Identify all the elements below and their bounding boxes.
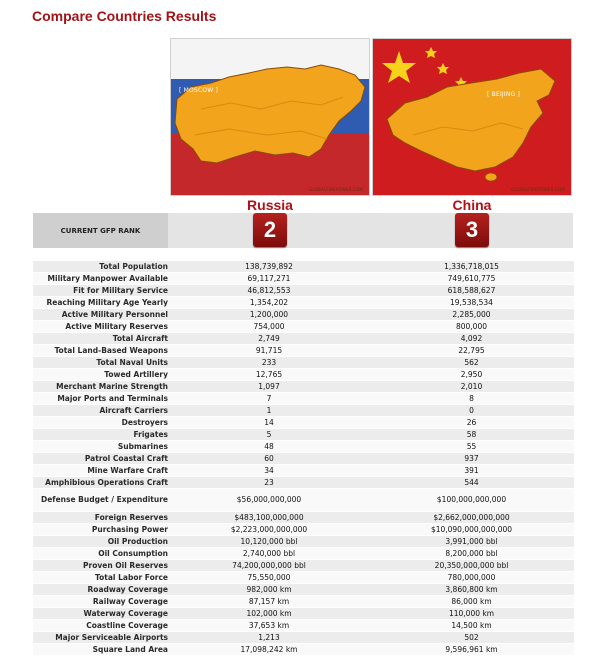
china-value: 544 [369, 477, 574, 489]
russia-value: 1 [169, 405, 369, 417]
row-label: Military Manpower Available [33, 273, 169, 285]
russia-value: $483,100,000,000 [169, 512, 369, 524]
russia-value: 48 [169, 441, 369, 453]
table-row [33, 465, 574, 477]
row-label: Aircraft Carriers [33, 405, 169, 417]
row-label: Railway Coverage [33, 596, 169, 608]
table-row [33, 381, 574, 393]
china-value: 55 [369, 441, 574, 453]
table-row [33, 405, 574, 417]
table-row [33, 393, 574, 405]
row-label: Submarines [33, 441, 169, 453]
row-label: Oil Production [33, 536, 169, 548]
china-value: 22,795 [369, 345, 574, 357]
russia-value: 10,120,000 bbl [169, 536, 369, 548]
russia-value: 74,200,000,000 bbl [169, 560, 369, 572]
russia-value: 754,000 [169, 321, 369, 333]
row-label: Frigates [33, 429, 169, 441]
china-value: 58 [369, 429, 574, 441]
moscow-label: [ MOSCOW ] [179, 87, 219, 94]
row-label: Merchant Marine Strength [33, 381, 169, 393]
china-value: 391 [369, 465, 574, 477]
table-row [33, 321, 574, 333]
table-row [33, 489, 574, 512]
table-row [33, 524, 574, 536]
rank-badge-china: 3 [455, 213, 489, 247]
russia-value: 138,739,892 [169, 261, 369, 273]
table-row [33, 548, 574, 560]
china-value: 20,350,000,000 bbl [369, 560, 574, 572]
china-value: 780,000,000 [369, 572, 574, 584]
table-row [33, 620, 574, 632]
table-row [33, 429, 574, 441]
china-value: 2,285,000 [369, 309, 574, 321]
russia-value: 17,098,242 km [169, 644, 369, 656]
china-value: 937 [369, 453, 574, 465]
russia-value: $56,000,000,000 [169, 489, 369, 512]
china-value: 800,000 [369, 321, 574, 333]
row-label: Oil Consumption [33, 548, 169, 560]
russia-value: 60 [169, 453, 369, 465]
row-label: Destroyers [33, 417, 169, 429]
china-value: 26 [369, 417, 574, 429]
table-row [33, 584, 574, 596]
table-row [33, 477, 574, 489]
russia-value: 75,550,000 [169, 572, 369, 584]
russia-value: 2,749 [169, 333, 369, 345]
china-value: 502 [369, 632, 574, 644]
russia-value: 1,354,202 [169, 297, 369, 309]
row-label: Foreign Reserves [33, 512, 169, 524]
russia-value: 46,812,553 [169, 285, 369, 297]
china-map-image [372, 38, 572, 196]
row-label: Amphibious Operations Craft [33, 477, 169, 489]
table-row [33, 632, 574, 644]
table-row [33, 309, 574, 321]
russia-value: 102,000 km [169, 608, 369, 620]
row-label: Patrol Coastal Craft [33, 453, 169, 465]
china-value: $10,090,000,000,000 [369, 524, 574, 536]
table-row [33, 297, 574, 309]
table-row [33, 261, 574, 273]
china-value: 110,000 km [369, 608, 574, 620]
table-row [33, 512, 574, 524]
russia-value: 1,200,000 [169, 309, 369, 321]
row-label: Total Labor Force [33, 572, 169, 584]
russia-value: 1,097 [169, 381, 369, 393]
row-label: Total Naval Units [33, 357, 169, 369]
row-label: Total Land-Based Weapons [33, 345, 169, 357]
russia-value: 12,765 [169, 369, 369, 381]
china-value: 14,500 km [369, 620, 574, 632]
china-value: 618,588,627 [369, 285, 574, 297]
russia-value: 233 [169, 357, 369, 369]
row-label: Reaching Military Age Yearly [33, 297, 169, 309]
row-label: Total Aircraft [33, 333, 169, 345]
map-credit: GLOBALFIREPOWER.COM [511, 187, 565, 192]
row-label: Fit for Military Service [33, 285, 169, 297]
country-name-china: China [452, 197, 492, 213]
row-label: Roadway Coverage [33, 584, 169, 596]
russia-value: 1,213 [169, 632, 369, 644]
table-row [33, 441, 574, 453]
table-row [33, 560, 574, 572]
table-row [33, 369, 574, 381]
row-label: Defense Budget / Expenditure [33, 489, 169, 512]
row-label: Square Land Area [33, 644, 169, 656]
china-value: $100,000,000,000 [369, 489, 574, 512]
row-label: Coastline Coverage [33, 620, 169, 632]
china-value: 4,092 [369, 333, 574, 345]
china-value: 86,000 km [369, 596, 574, 608]
map-credit: GLOBALFIREPOWER.COM [309, 187, 363, 192]
russia-value: 37,653 km [169, 620, 369, 632]
page-title: Compare Countries Results [32, 8, 217, 24]
russia-value: 23 [169, 477, 369, 489]
table-row [33, 273, 574, 285]
china-value: 8,200,000 bbl [369, 548, 574, 560]
russia-value: 982,000 km [169, 584, 369, 596]
china-value: 2,010 [369, 381, 574, 393]
current-gfp-rank-label: CURRENT GFP RANK [33, 213, 168, 248]
table-row [33, 644, 574, 656]
china-value: 3,860,800 km [369, 584, 574, 596]
row-label: Active Military Personnel [33, 309, 169, 321]
russia-value: 14 [169, 417, 369, 429]
row-label: Active Military Reserves [33, 321, 169, 333]
row-label: Waterway Coverage [33, 608, 169, 620]
russia-value: 69,117,271 [169, 273, 369, 285]
table-row [33, 345, 574, 357]
china-value: 9,596,961 km [369, 644, 574, 656]
russia-value: 2,740,000 bbl [169, 548, 369, 560]
table-row [33, 417, 574, 429]
russia-map-image [170, 38, 370, 196]
table-row [33, 357, 574, 369]
china-value: 562 [369, 357, 574, 369]
china-value: $2,662,000,000,000 [369, 512, 574, 524]
russia-value: 5 [169, 429, 369, 441]
beijing-label: [ BEIJING ] [487, 91, 521, 98]
table-row [33, 608, 574, 620]
row-label: Major Ports and Terminals [33, 393, 169, 405]
russia-value: $2,223,000,000,000 [169, 524, 369, 536]
china-value: 3,991,000 bbl [369, 536, 574, 548]
russia-value: 7 [169, 393, 369, 405]
row-label: Total Population [33, 261, 169, 273]
russia-value: 91,715 [169, 345, 369, 357]
row-label: Purchasing Power [33, 524, 169, 536]
row-label: Towed Artillery [33, 369, 169, 381]
china-value: 0 [369, 405, 574, 417]
table-row [33, 596, 574, 608]
row-label: Major Serviceable Airports [33, 632, 169, 644]
china-value: 749,610,775 [369, 273, 574, 285]
russia-value: 87,157 km [169, 596, 369, 608]
china-value: 8 [369, 393, 574, 405]
row-label: Proven Oil Reserves [33, 560, 169, 572]
table-row [33, 536, 574, 548]
table-row [33, 333, 574, 345]
table-row [33, 572, 574, 584]
russia-value: 34 [169, 465, 369, 477]
china-value: 1,336,718,015 [369, 261, 574, 273]
china-value: 19,538,534 [369, 297, 574, 309]
china-value: 2,950 [369, 369, 574, 381]
rank-badge-russia: 2 [253, 213, 287, 247]
table-row [33, 453, 574, 465]
country-name-russia: Russia [247, 197, 293, 213]
table-row [33, 285, 574, 297]
row-label: Mine Warfare Craft [33, 465, 169, 477]
comparison-table [33, 261, 574, 656]
